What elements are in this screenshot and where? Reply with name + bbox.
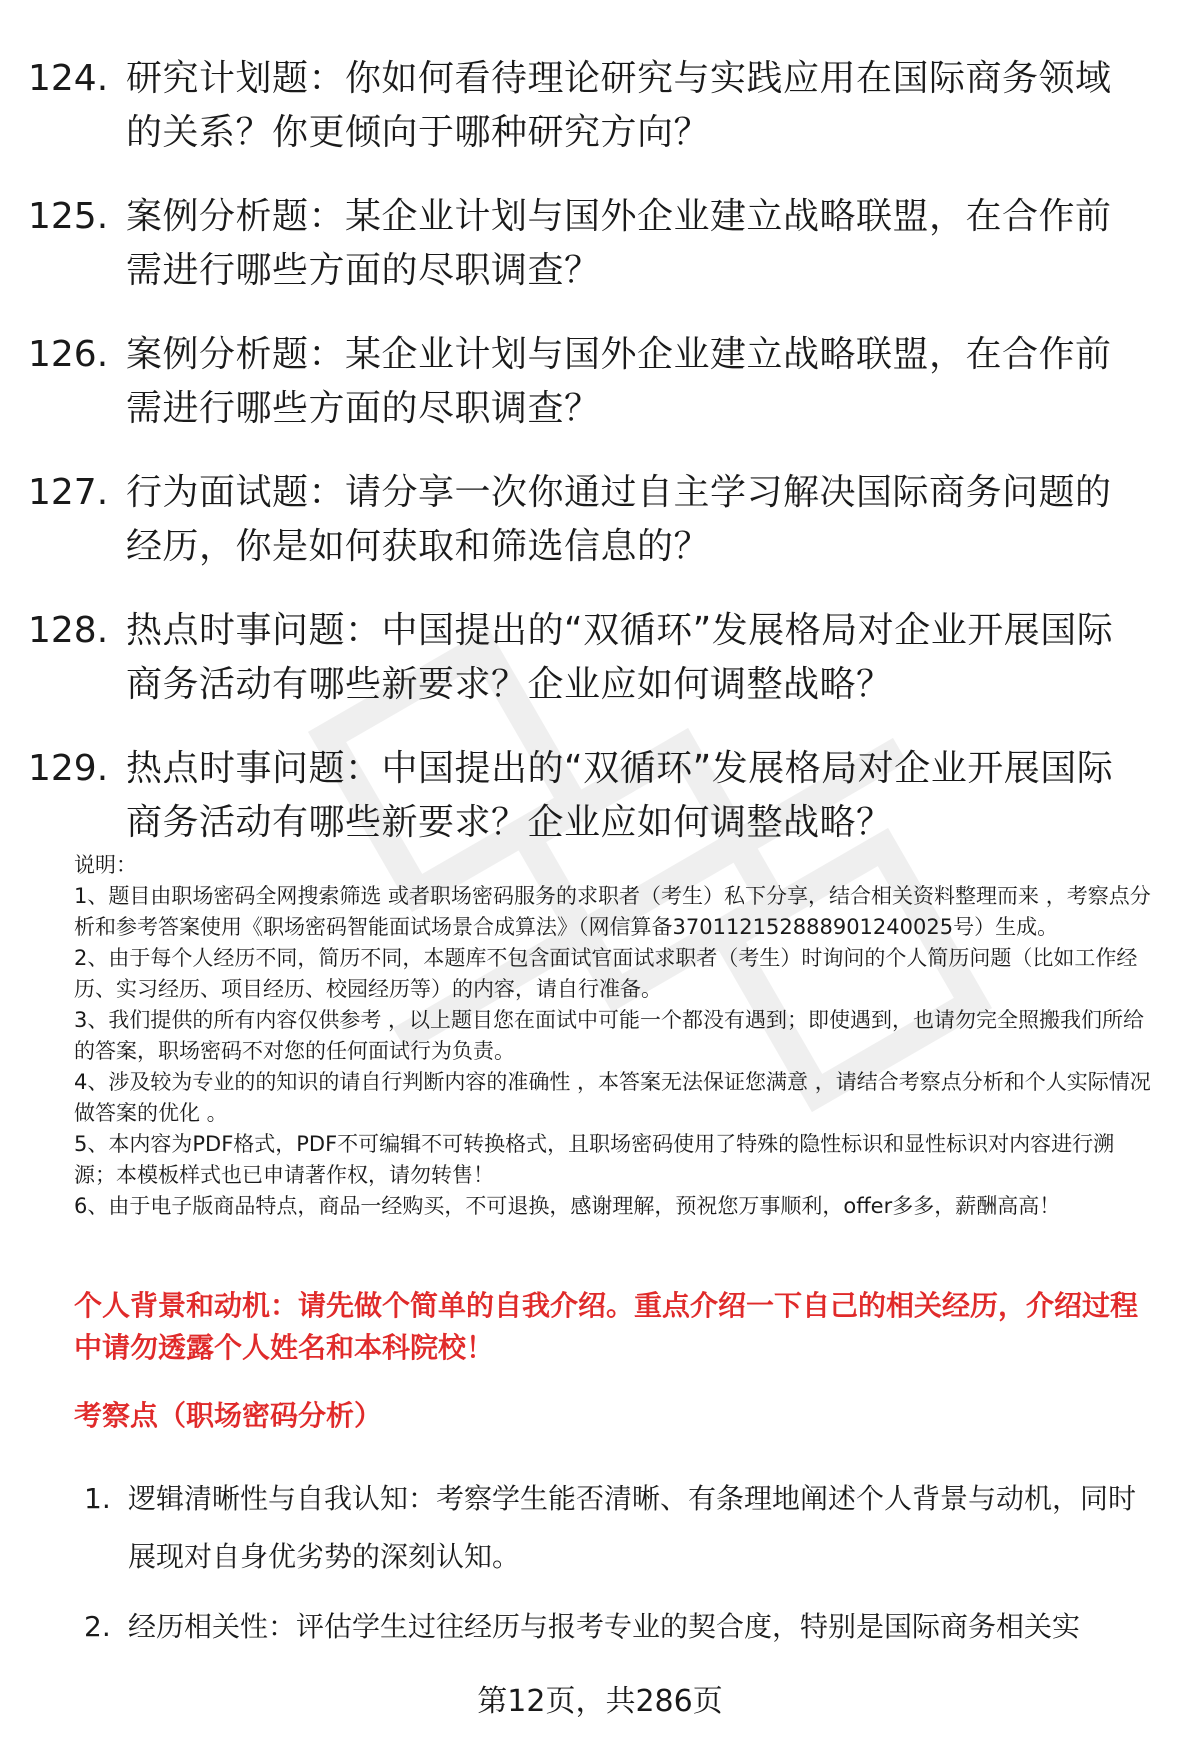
section-heading: 个人背景和动机：请先做个简单的自我介绍。重点介绍一下自己的相关经历，介绍过程中请勿透露个人姓名和本科院校！ — [74, 1289, 1139, 1364]
question-text: 案例分析题：某企业计划与国外企业建立战略联盟，在合作前需进行哪些方面的尽职调查？ — [126, 196, 1112, 291]
question-number: 124. — [28, 58, 109, 99]
question-number: 126. — [28, 334, 109, 375]
question-text: 热点时事问题：中国提出的“双循环”发展格局对企业开展国际商务活动有哪些新要求？企业应如何调整战略？ — [126, 748, 1114, 843]
note-item: 1、题目由职场密码全网搜索筛选 或者职场密码服务的求职者（考生）私下分享，结合相关资料整理而来 ，考察点分析和参考答案使用《职场密码智能面试场景合成算法》（网信算备370112152888901240025号）生成。 — [74, 884, 1151, 939]
question-text: 热点时事问题：中国提出的“双循环”发展格局对企业开展国际商务活动有哪些新要求？企业应如何调整战略？ — [126, 610, 1114, 705]
question-item — [28, 466, 1148, 574]
question-text: 案例分析题：某企业计划与国外企业建立战略联盟，在合作前需进行哪些方面的尽职调查？ — [126, 334, 1112, 429]
analysis-number: 1. — [84, 1482, 111, 1515]
analysis-item — [84, 1470, 1164, 1586]
question-item — [28, 52, 1148, 160]
question-number: 128. — [28, 610, 109, 651]
question-text: 研究计划题：你如何看待理论研究与实践应用在国际商务领域的关系？你更倾向于哪种研究方向？ — [126, 58, 1112, 153]
question-number: 125. — [28, 196, 109, 237]
note-item: 2、由于每个人经历不同，简历不同，本题库不包含面试官面试求职者（考生）时询问的个人简历问题（比如工作经历、实习经历、项目经历、校园经历等）的内容，请自行准备。 — [74, 946, 1138, 1001]
note-item: 4、涉及较为专业的的知识的请自行判断内容的准确性 ，本答案无法保证您满意 ，请结合考察点分析和个人实际情况做答案的优化 。 — [74, 1070, 1151, 1125]
question-item — [28, 742, 1148, 850]
note-item: 3、我们提供的所有内容仅供参考 ，以上题目您在面试中可能一个都没有遇到；即使遇到，也请勿完全照搬我们所给的答案，职场密码不对您的任何面试行为负责。 — [74, 1008, 1145, 1063]
question-text: 行为面试题：请分享一次你通过自主学习解决国际商务问题的经历，你是如何获取和筛选信息的？ — [126, 472, 1112, 567]
analysis-text: 逻辑清晰性与自我认知：考察学生能否清晰、有条理地阐述个人背景与动机，同时展现对自身优劣势的深刻认知。 — [128, 1482, 1137, 1573]
question-item — [28, 604, 1148, 712]
note-item: 5、本内容为PDF格式，PDF不可编辑不可转换格式，且职场密码使用了特殊的隐性标识和显性标识对内容进行溯源；本模板样式也已申请著作权，请勿转售！ — [74, 1132, 1115, 1187]
question-list — [28, 52, 1148, 880]
notes-block — [74, 850, 1154, 1222]
section-subheading: 考察点（职场密码分析） — [74, 1399, 383, 1432]
analysis-number: 2. — [84, 1610, 111, 1643]
question-item — [28, 190, 1148, 298]
analysis-list — [84, 1470, 1164, 1668]
page-footer: 第12页，共286页 — [477, 1684, 723, 1719]
question-number: 129. — [28, 748, 109, 789]
question-number: 127. — [28, 472, 109, 513]
notes-title: 说明： — [74, 853, 137, 877]
note-item: 6、由于电子版商品特点，商品一经购买，不可退换，感谢理解，预祝您万事顺利，offer多多，薪酬高高！ — [74, 1194, 1061, 1218]
analysis-text: 经历相关性：评估学生过往经历与报考专业的契合度，特别是国际商务相关实 — [128, 1610, 1081, 1643]
question-item — [28, 328, 1148, 436]
analysis-item — [84, 1598, 1164, 1656]
